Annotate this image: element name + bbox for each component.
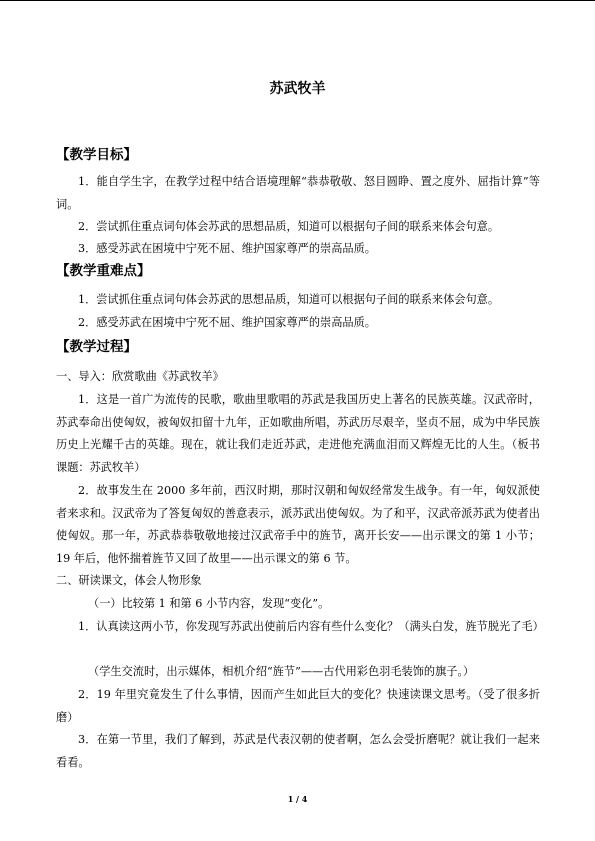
keypoint-2: 2．感受苏武在困境中宁死不屈、维护国家尊严的崇高品质。 bbox=[78, 316, 376, 329]
objective-2: 2．尝试抓住重点词句体会苏武的思想品质，知道可以根据句子间的联系来体会句意。 bbox=[78, 220, 500, 233]
objective-3: 3．感受苏武在困境中宁死不屈、维护国家尊严的崇高品质。 bbox=[78, 242, 376, 255]
keypoint-1: 1．尝试抓住重点词句体会苏武的思想品质，知道可以根据句子间的联系来体会句意。 bbox=[78, 293, 500, 306]
process-paragraph-1: 1．这是一首广为流传的民歌，歌曲里歌唱的苏武是我国历史上著名的民族英雄。汉武帝时，苏武奉命出使匈奴，被匈奴扣留十九年，正如歌曲所唱，苏武历尽艰辛，坚贞不屈，成为中华民族历史上光耀千古的英雄。现在，就让我们走近苏武，走进他充满血泪而又辉煌无比的人生。（板书课题：苏武牧羊） bbox=[56, 393, 540, 474]
process-subheading-compare: （一）比较第 1 和第 6 小节内容，发现“变化”。 bbox=[88, 597, 330, 610]
process-question-1: 1．认真读这两小节，你发现写苏武出使前后内容有些什么变化？（满头白发，旌节脱光了毛） bbox=[78, 620, 544, 633]
process-heading-study: 二、研读课文，体会人物形象 bbox=[56, 574, 202, 587]
process-heading-intro: 一、导入：欣赏歌曲《苏武牧羊》 bbox=[56, 370, 224, 383]
page-title: 苏武牧羊 bbox=[269, 81, 326, 97]
header-rule bbox=[0, 0, 595, 1]
section-heading-objectives: 【教学目标】 bbox=[56, 147, 137, 163]
page-number: 1 / 4 bbox=[287, 794, 308, 804]
process-note-media: （学生交流时，出示媒体，相机介绍“旌节”——古代用彩色羽毛装饰的旗子。） bbox=[88, 665, 475, 678]
section-heading-keypoints: 【教学重难点】 bbox=[56, 263, 151, 279]
section-heading-process: 【教学过程】 bbox=[56, 339, 137, 355]
process-question-2: 2．19 年里究竟发生了什么事情，因而产生如此巨大的变化？快速读课文思考。（受了很多折磨） bbox=[56, 688, 540, 724]
objective-1: 1．能自学生字，在教学过程中结合语境理解“恭恭敬敬、怒目圆睁、置之度外、屈指计算”等词。 bbox=[56, 175, 540, 211]
process-paragraph-2: 2．故事发生在 2000 多年前，西汉时期，那时汉朝和匈奴经常发生战争。有一年，匈奴派使者来求和。汉武帝为了答复匈奴的善意表示，派苏武出使匈奴。为了和平，汉武帝派苏武为使者出使匈奴。那一年，苏武恭恭敬敬地接过汉武帝手中的旌节，离开长安——出示课文的第 1 小节；19 年后，他怀揣着旌节又回了故里——出示课文的第 6 节。 bbox=[56, 484, 540, 565]
process-question-3: 3．在第一节里，我们了解到，苏武是代表汉朝的使者啊，怎么会受折磨呢？就让我们一起来看看。 bbox=[56, 733, 540, 769]
